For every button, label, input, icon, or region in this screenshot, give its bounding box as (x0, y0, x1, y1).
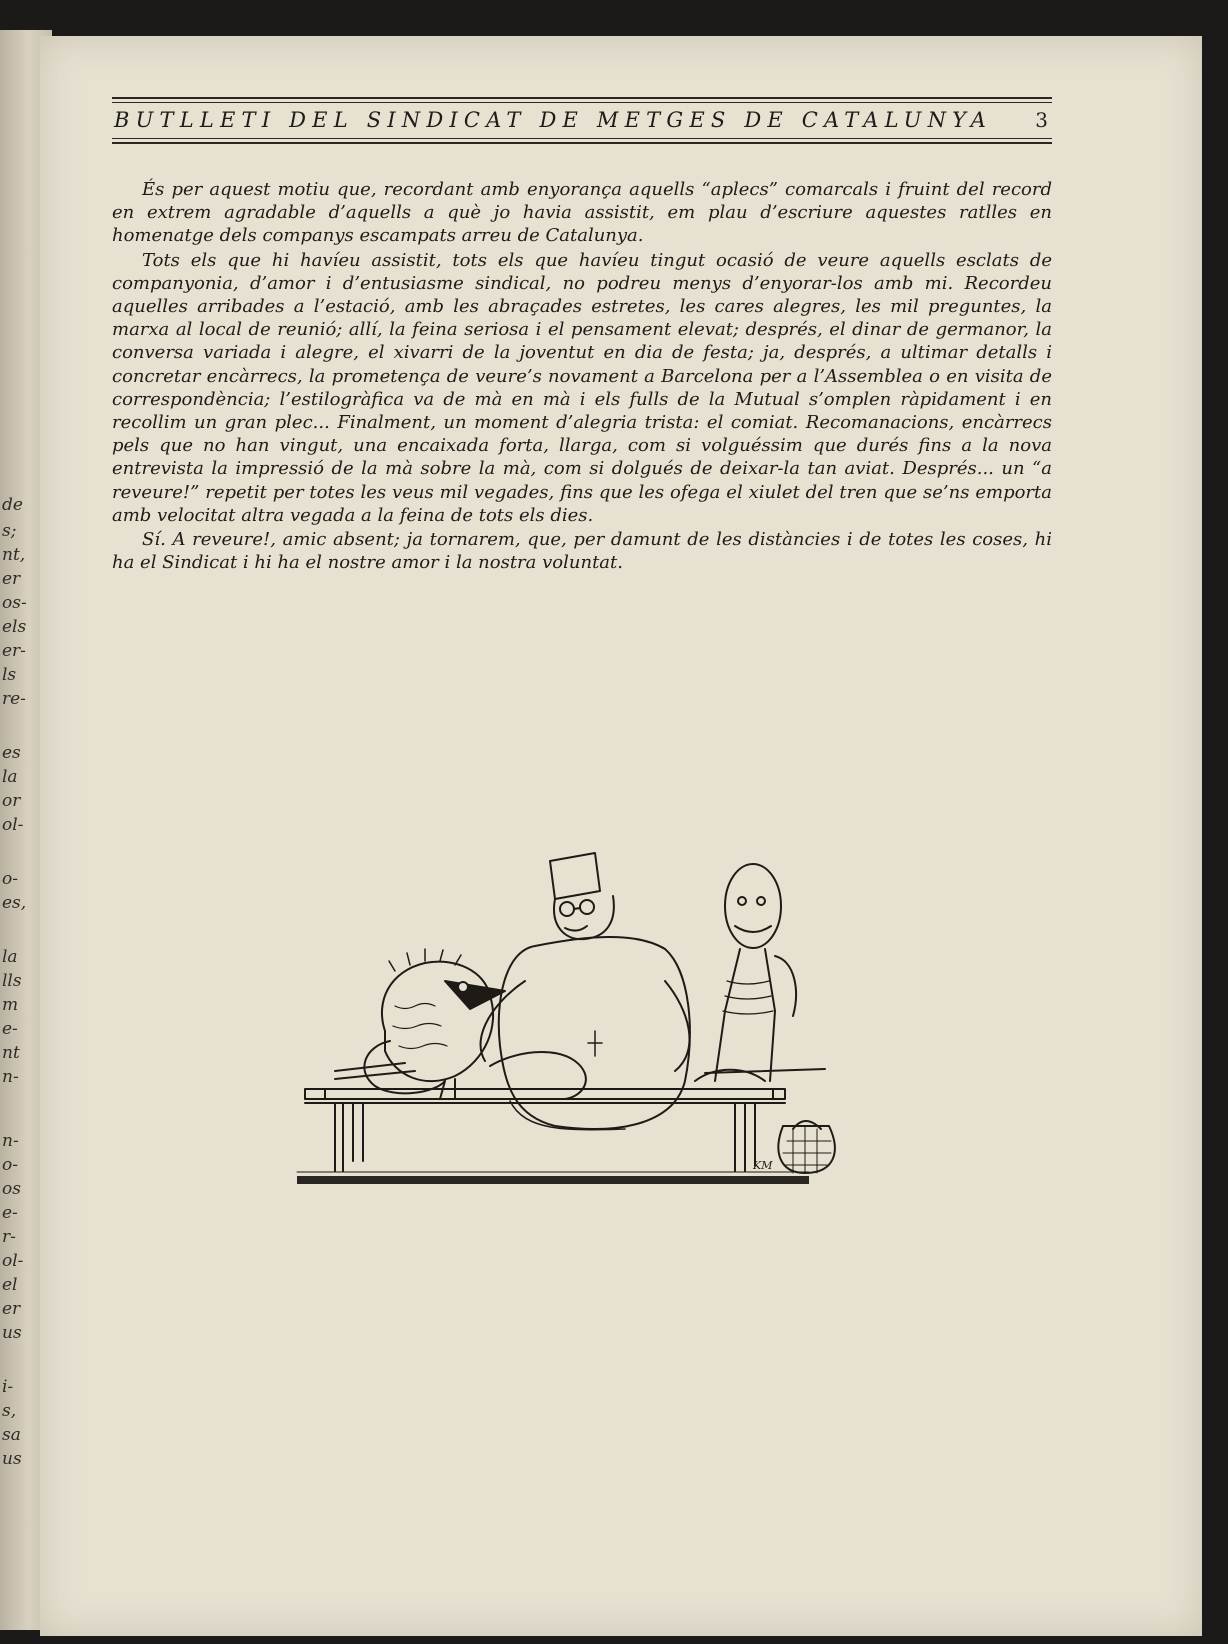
bench (305, 1089, 785, 1171)
left-page-text-fragment: os- (2, 593, 27, 613)
paragraph: És per aquest motiu que, recordant amb enyorança aquells “aplecs” comarcals i fruint del record en extrem agradable d’aquells a què jo havia assistit, em plau d’escriure aquestes ratlles en homenatge dels companys escampats arreu de Catalunya. (112, 179, 1052, 247)
page-header (112, 94, 1052, 184)
left-page-text-fragment: r- (2, 1227, 16, 1247)
left-page-text-fragment: ol- (2, 1251, 24, 1271)
header-rule-bottom-thin (112, 138, 1052, 139)
left-page-text-fragment: e- (2, 1019, 18, 1039)
left-page-text-fragment: o- (2, 869, 18, 889)
bird-creature (364, 949, 505, 1099)
left-page-text-fragment: e- (2, 1203, 18, 1223)
left-page-text-fragment: lls (2, 971, 22, 991)
page-number: 3 (1035, 108, 1048, 132)
left-page-text-fragment: o- (2, 1155, 18, 1175)
header-rule-top-thin (112, 102, 1052, 103)
left-page-text-fragment: els (2, 617, 27, 637)
left-page-text-fragment: es, (2, 893, 27, 913)
paragraph: Sí. A reveure!, amic absent; ja tornarem, que, per damunt de les distàncies i de totes les coses, hi ha el Sindicat i hi ha el nostre amor i la nostra voluntat. (112, 529, 1052, 574)
left-page-text-fragment: s; (2, 521, 17, 541)
journal-title: BUTLLETI DEL SINDICAT DE METGES DE CATALUNYA (114, 108, 992, 132)
article-body (112, 178, 1052, 575)
paragraph: Tots els que hi havíeu assistit, tots els que havíeu tingut ocasió de veure aquells esclats de companyonia, d’amor i d’entusiasme sindical, no podreu menys d’enyorar-los amb mi. Recordeu aquelles arribades a l’estació, amb les abraçades estretes, les cares alegres, les mil preguntes, la marxa al local de reunió; allí, la feina seriosa i el pensament elevat; després, el dinar de germanor, la conversa variada i alegre, el xivarri de la joventut en dia de festa; ja, després, a ultimar detalls i concretar encàrrecs, la prometença de veure’s novament a Barcelona per a l’Assemblea o en visita de correspondència; l’estilogràfica va de mà en mà i els fulls de la Mutual s’omplen ràpidament i en recollim un gran plec... Finalment, un moment d’alegria trista: el comiat. Recomanacions, encàrrecs pels que no han vingut, una encaixada forta, llarga, com si volguéssim que durés fins a la nova entrevista la impressió de la mà sobre la mà, com si dolgués de deixar-la tan aviat. Després... un “a reveure!” repetit per totes les veus mil vegades, fins que les ofega el xiulet del tren que se’ns emporta amb velocitat altra vegada a la feina de tots els dies. (112, 249, 1052, 526)
left-page-text-fragment: m (2, 995, 19, 1015)
left-page-text-fragment: es (2, 743, 21, 763)
left-page-text-fragment: el (2, 1275, 18, 1295)
doctor-bag (778, 1121, 834, 1173)
left-page-text-fragment: os (2, 1179, 21, 1199)
left-page-text-fragment: ls (2, 665, 17, 685)
left-page-text-fragment: n- (2, 1067, 19, 1087)
illustration-signature: KM (753, 1159, 773, 1172)
left-page-text-fragment: ol- (2, 815, 24, 835)
left-page-text-fragment: er (2, 1299, 21, 1319)
left-page-text-fragment: or (2, 791, 21, 811)
left-page-text-fragment: de (2, 495, 23, 515)
left-page-text-fragment: s, (2, 1401, 17, 1421)
left-page-text-fragment: n- (2, 1131, 19, 1151)
left-page-text-fragment: i- (2, 1377, 14, 1397)
left-page-text-fragment: re- (2, 689, 26, 709)
page (40, 36, 1202, 1636)
patient-figure (695, 864, 796, 1081)
left-page-text-fragment: us (2, 1323, 22, 1343)
left-page-text-fragment: la (2, 947, 18, 967)
header-rule-bottom (112, 142, 1052, 144)
left-page-text-fragment: sa (2, 1425, 21, 1445)
header-rule-top (112, 97, 1052, 99)
left-page-text-fragment: er- (2, 641, 26, 661)
left-page-text-fragment: us (2, 1449, 22, 1469)
left-page-text-fragment: nt (2, 1043, 20, 1063)
floor-strip (297, 1176, 809, 1184)
left-page-text-fragment: nt, (2, 545, 26, 565)
left-page-text-fragment: er (2, 569, 21, 589)
cartoon-illustration (295, 831, 855, 1186)
left-page-text-fragment: la (2, 767, 18, 787)
